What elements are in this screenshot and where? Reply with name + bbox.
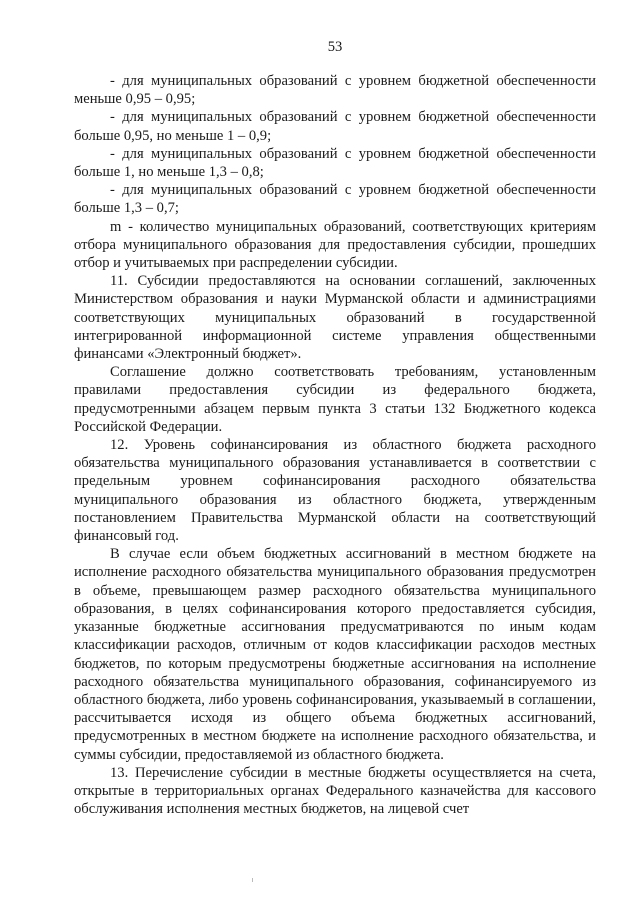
paragraph-agreement: Соглашение должно соответствовать требованиям, установленным правилами предоставления субсидии из федерального бюджета, предусмотренными абзацем первым пункта 3 статьи 132 Бюджетного кодекса Российской Федерации.	[74, 364, 596, 435]
paragraph-item-11: 11. Субсидии предоставляются на основании соглашений, заключенных Министерством образования и науки Мурманской области и администрациями соответствующих муниципальных образований в государственной интегрированной информационной системе управления общественными финансами «Электронный бюджет».	[74, 273, 596, 363]
paragraph-m-definition: m - количество муниципальных образований, соответствующих критериям отбора муниципального образования для предоставления субсидии, прошедших отбор и учитываемых при распределении субсидии.	[74, 218, 596, 272]
paragraph-coefficient-09: - для муниципальных образований с уровнем бюджетной обеспеченности больше 0,95, но меньше 1 – 0,9;	[74, 109, 596, 144]
paragraph-budget-allocations: В случае если объем бюджетных ассигнований в местном бюджете на исполнение расходного обязательства муниципального образования предусмотрен в объеме, превышающем размер расходного обязательства муниципального образования, в целях софинансирования которого предоставляется субсидия, указанные бюджетные ассигнования предусматриваются по иным кодам классификации расходов, отличным от кодов классификации расходов местных бюджетов, по которым предусмотрены бюджетные ассигнования на исполнение расходного обязательства муниципального образования, софинансируемого из областного бюджета, либо уровень софинансирования, указываемый в соглашении, рассчитывается исходя из общего объема бюджетных ассигнований, предусмотренных в местном бюджете на исполнение расходного обязательства, и суммы субсидии, предоставляемой из областного бюджета.	[74, 546, 596, 763]
paragraph-coefficient-08: - для муниципальных образований с уровнем бюджетной обеспеченности больше 1, но меньше 1,3 – 0,8;	[74, 145, 596, 181]
paragraph-item-12: 12. Уровень софинансирования из областного бюджета расходного обязательства муниципального образования устанавливается в соответствии с предельным уровнем софинансирования расходного обязательства муниципального образования из областного бюджета, утвержденным постановлением Правительства Мурманской области на соответствующий финансовый год.	[74, 437, 596, 545]
scan-artifact	[252, 878, 253, 882]
document-body	[74, 72, 596, 818]
paragraph-item-13: 13. Перечисление субсидии в местные бюджеты осуществляется на счета, открытые в территориальных органах Федерального казначейства для кассового обслуживания исполнения местных бюджетов, на лицевой счет	[74, 764, 596, 818]
paragraph-coefficient-095: - для муниципальных образований с уровнем бюджетной обеспеченности меньше 0,95 – 0,95;	[74, 73, 596, 108]
paragraph-coefficient-07: - для муниципальных образований с уровнем бюджетной обеспеченности больше 1,3 – 0,7;	[74, 182, 596, 217]
page-number: 53	[327, 39, 343, 55]
